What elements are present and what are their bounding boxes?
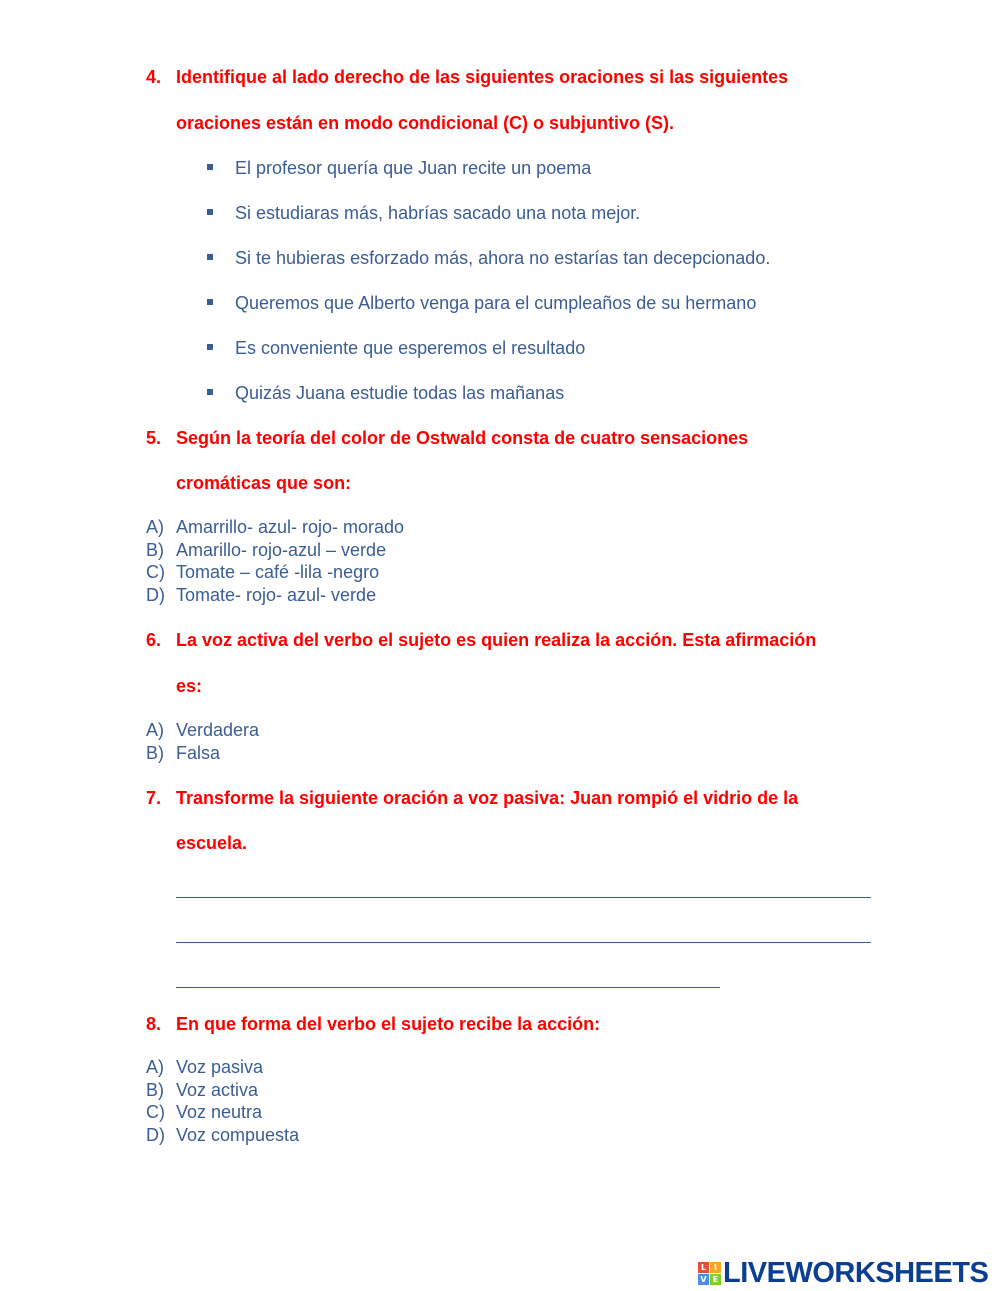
option-letter: B) <box>146 540 164 560</box>
question-5-text-line-2: cromáticas que son: <box>176 473 352 493</box>
option-text: Falsa <box>176 743 221 763</box>
option-text: Voz neutra <box>176 1102 263 1122</box>
answer-line[interactable] <box>176 942 871 943</box>
question-4-text-line-2: oraciones están en modo condicional (C) o subjuntivo (S). <box>176 113 675 133</box>
option-letter: B) <box>146 743 164 763</box>
bullet-icon <box>207 389 213 395</box>
bullet-icon <box>207 344 213 350</box>
option-text: Tomate – café -lila -negro <box>176 562 380 582</box>
question-4-text-line-1: Identifique al lado derecho de las siguientes oraciones si las siguientes <box>176 67 789 87</box>
sentence-item-3: Si te hubieras esforzado más, ahora no estarías tan decepcionado. <box>235 248 771 268</box>
logo-text: LIVEWORKSHEETS <box>723 1257 989 1289</box>
sentence-item-6: Quizás Juana estudie todas las mañanas <box>235 383 565 403</box>
bullet-icon <box>207 209 213 215</box>
option-text: Voz compuesta <box>176 1125 300 1145</box>
question-8-text-line-1: En que forma del verbo el sujeto recibe la acción: <box>176 1014 601 1034</box>
question-6-text-line-2: es: <box>176 676 203 696</box>
option-text: Amarrillo- azul- rojo- morado <box>176 517 405 537</box>
question-8-number: 8. <box>146 1014 162 1034</box>
option-text: Tomate- rojo- azul- verde <box>176 585 377 605</box>
option-letter: D) <box>146 585 165 605</box>
question-4-number: 4. <box>146 67 162 87</box>
question-6-number: 6. <box>146 630 162 650</box>
option-text: Voz activa <box>176 1080 259 1100</box>
logo-cell-icon: I <box>710 1262 721 1273</box>
question-7-number: 7. <box>146 788 162 808</box>
sentence-item-1: El profesor quería que Juan recite un poema <box>235 158 592 178</box>
bullet-icon <box>207 299 213 305</box>
question-6-text-line-1: La voz activa del verbo el sujeto es quien realiza la acción. Esta afirmación <box>176 630 817 650</box>
option-letter: B) <box>146 1080 164 1100</box>
sentence-item-2: Si estudiaras más, habrías sacado una nota mejor. <box>235 203 641 223</box>
option-text: Voz pasiva <box>176 1057 264 1077</box>
logo-cell-icon: V <box>698 1274 709 1285</box>
liveworksheets-logo <box>698 1258 988 1288</box>
option-text: Verdadera <box>176 720 260 740</box>
sentence-item-4: Queremos que Alberto venga para el cumpleaños de su hermano <box>235 293 757 313</box>
logo-cell-icon: L <box>698 1262 709 1273</box>
option-letter: C) <box>146 1102 165 1122</box>
bullet-icon <box>207 254 213 260</box>
sentence-item-5: Es conveniente que esperemos el resultado <box>235 338 586 358</box>
question-5-number: 5. <box>146 428 162 448</box>
question-7-text-line-1: Transforme la siguiente oración a voz pasiva: Juan rompió el vidrio de la <box>176 788 799 808</box>
option-text: Amarillo- rojo-azul – verde <box>176 540 387 560</box>
question-5-text-line-1: Según la teoría del color de Ostwald consta de cuatro sensaciones <box>176 428 749 448</box>
option-letter: A) <box>146 517 164 537</box>
question-7-text-line-2: escuela. <box>176 833 248 853</box>
option-letter: A) <box>146 1057 164 1077</box>
answer-line[interactable] <box>176 897 871 898</box>
bullet-icon <box>207 164 213 170</box>
answer-line[interactable] <box>176 987 720 988</box>
option-letter: C) <box>146 562 165 582</box>
option-letter: D) <box>146 1125 165 1145</box>
option-letter: A) <box>146 720 164 740</box>
logo-cell-icon: E <box>710 1274 721 1285</box>
live-logo-icon <box>698 1262 721 1285</box>
